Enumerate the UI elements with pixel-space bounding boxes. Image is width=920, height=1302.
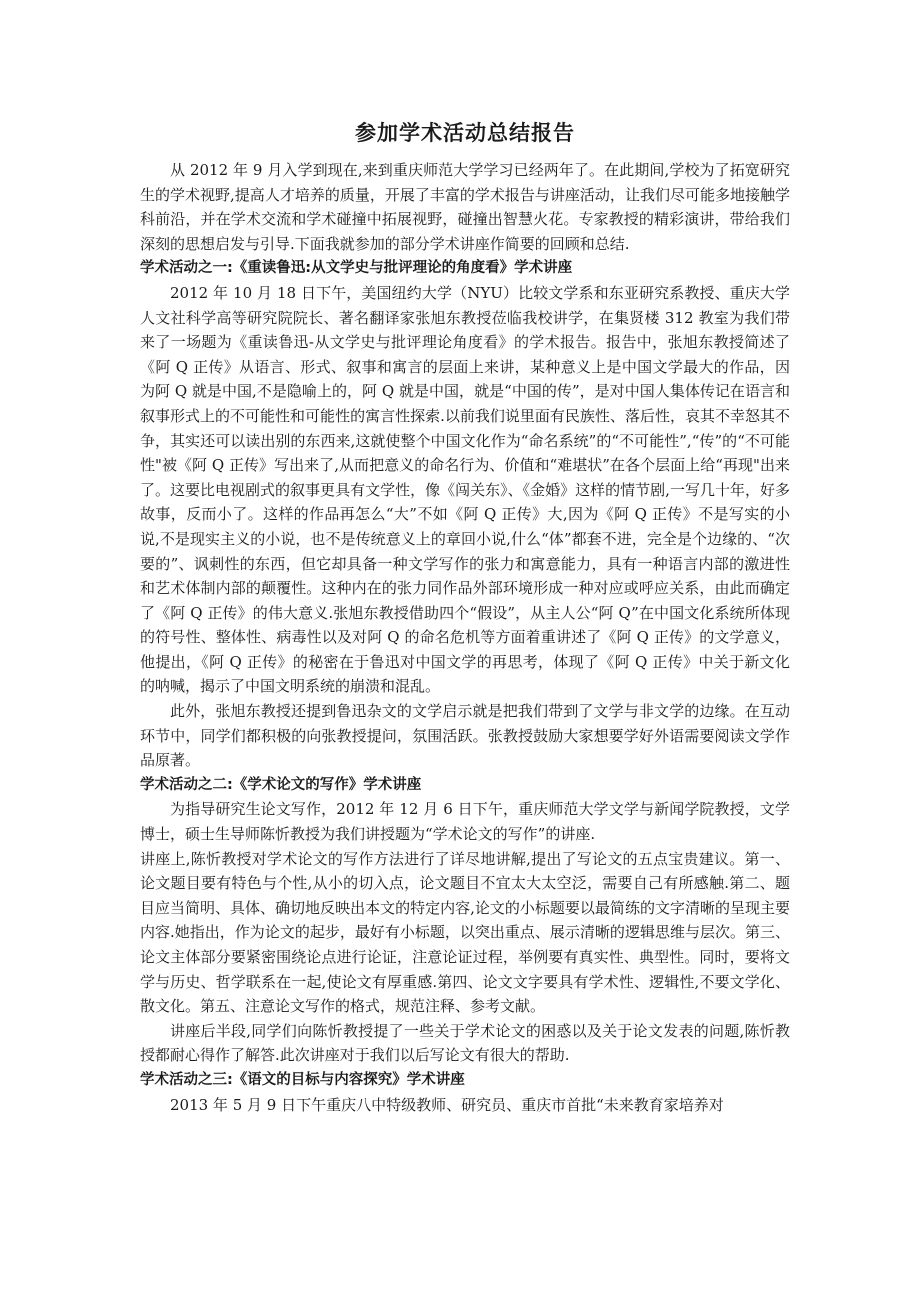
document-title: 参加学术活动总结报告 — [355, 121, 575, 145]
section-1-paragraph-1: 2012 年 10 月 18 日下午，美国纽约大学（NYU）比较文学系和东亚研究系教授、重庆大学人文社科学高等研究院院长、著名翻译家张旭东教授莅临我校讲学，在集贤楼 312 教室为我们带来了一场题为《重读鲁迅-从文学史与批评理论角度看》的学术报告。报告中，张旭东教授简述了《阿 Q 正传》从语言、形式、叙事和寓言的层面上来讲，某种意义上是中国文学最大的作品，因为阿 Q 就是中国,不是隐喻上的，阿 Q 就是中国，就是“中国的传”，是对中国人集体传记在语言和叙事形式上的不可能性和可能性的寓言性探索.以前我们说里面有民族性、落后性，哀其不幸怒其不争，其实还可以读出别的东西来,这就使整个中国文化作为“命名系统”的“不可能性”,“传”的“不可能性"被《阿 Q 正传》写出来了,从而把意义的命名行为、价值和“难堪状”在各个层面上给“再现"出来了。这要比电视剧式的叙事更具有文学性，像《闯关东》、《金婚》这样的情节剧,一写几十年，好多故事，反而小了。这样的作品再怎么“大”不如《阿 Q 正传》大,因为《阿 Q 正传》不是写实的小说,不是现实主义的小说，也不是传统意义上的章回小说,什么“体”都套不进，完全是个边缘的、“次要的”、讽刺性的东西，但它却具备一种文学写作的张力和寓意能力，具有一种语言内部的激进性和艺术体制内部的颠覆性。这种内在的张力同作品外部环境形成一种对应或呼应关系，由此而确定了《阿 Q 正传》的伟大意义.张旭东教授借助四个“假设”，从主人公“阿 Q”在中国文化系统所体现的符号性、整体性、病毒性以及对阿 Q 的命名危机等方面着重讲述了《阿 Q 正传》的文学意义，他提出，《阿 Q 正传》的秘密在于鲁迅对中国文学的再思考，体现了《阿 Q 正传》中关于新文化的呐喊，揭示了中国文明系统的崩溃和混乱。 — [140, 283, 790, 696]
intro-paragraph: 从 2012 年 9 月入学到现在,来到重庆师范大学学习已经两年了。在此期间,学校为了拓宽研究生的学术视野,提高人才培养的质量，开展了丰富的学术报告与讲座活动，让我们尽可能多地接触学科前沿，并在学术交流和学术碰撞中拓展视野，碰撞出智慧火花。专家教授的精彩演讲，带给我们深刻的思想启发与引导.下面我就参加的部分学术讲座作简要的回顾和总结. — [140, 161, 790, 253]
section-2-paragraph-1: 为指导研究生论文写作，2012 年 12 月 6 日下午，重庆师范大学文学与新闻学院教授，文学博士，硕士生导师陈忻教授为我们讲授题为“学术论文的写作”的讲座. — [140, 800, 790, 844]
section-heading-1: 学术活动之一:《重读鲁迅:从文学史与批评理论的角度看》学术讲座 — [140, 260, 573, 277]
section-2-paragraph-3: 讲座后半段,同学们向陈忻教授提了一些关于学术论文的困惑以及关于论文发表的问题,陈忻教授都耐心得作了解答.此次讲座对于我们以后写论文有很大的帮助. — [140, 1021, 790, 1065]
section-heading-2: 学术活动之二:《学术论文的写作》学术讲座 — [140, 776, 422, 793]
section-heading-3: 学术活动之三:《语文的目标与内容探究》学术讲座 — [140, 1071, 465, 1088]
document-page — [140, 118, 790, 1117]
section-2-paragraph-2: 讲座上,陈忻教授对学术论文的写作方法进行了详尽地讲解,提出了写论文的五点宝贵建议。第一、论文题目要有特色与个性,从小的切入点，论文题目不宜太大太空泛，需要自己有所感触.第二、题目应当简明、具体、确切地反映出本文的特定内容,论文的小标题要以最简练的文字清晰的呈现主要内容.她指出，作为论文的起步，最好有小标题，以突出重点、展示清晰的逻辑思维与层次。第三、论文主体部分要紧密围绕论点进行论证，注意论证过程，举例要有真实性、典型性。同时，要将文学与历史、哲学联系在一起,使论文有厚重感.第四、论文文字要具有学术性、逻辑性,不要文学化、散文化。第五、注意论文写作的格式，规范注释、参考文献。 — [140, 849, 790, 1016]
section-3-paragraph-1: 2013 年 5 月 9 日下午重庆八中特级教师、研究员、重庆市首批“未来教育家培养对 — [170, 1095, 724, 1114]
section-1-paragraph-2: 此外，张旭东教授还提到鲁迅杂文的文学启示就是把我们带到了文学与非文学的边缘。在互动环节中，同学们都积极的向张教授提问，氛围活跃。张教授鼓励大家想要学好外语需要阅读文学作品原著。 — [140, 702, 790, 770]
